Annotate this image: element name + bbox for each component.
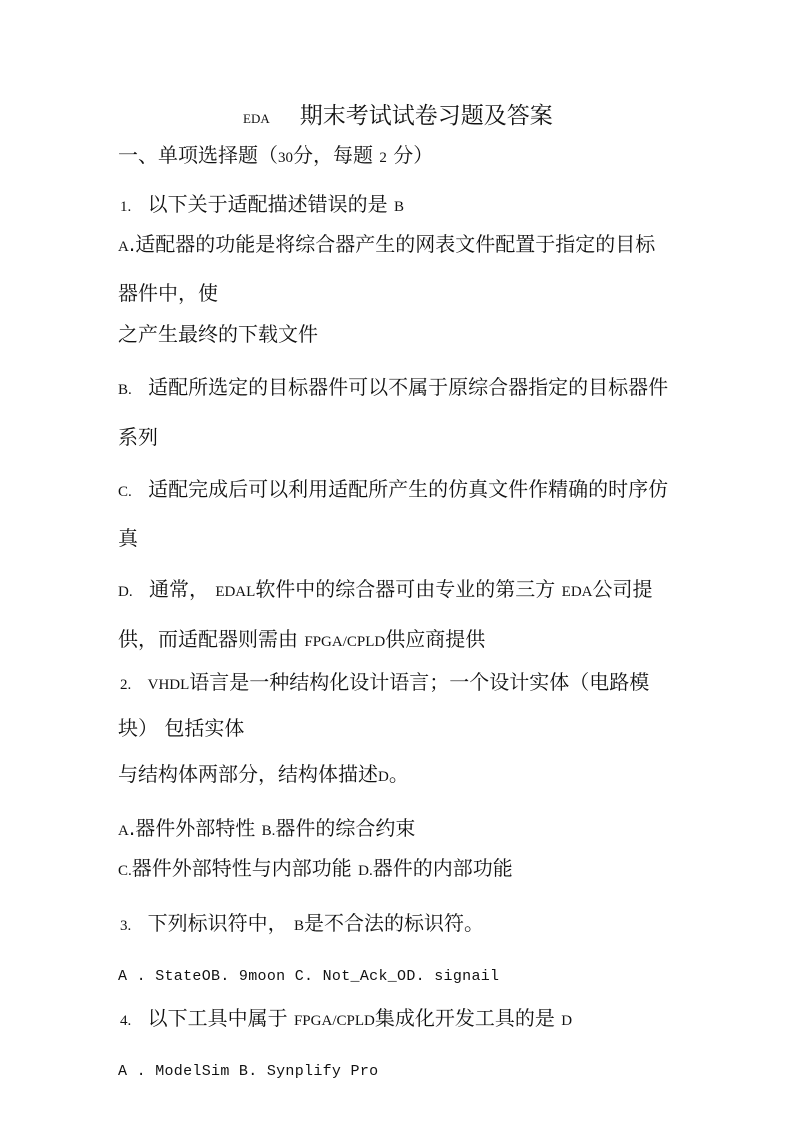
question-2-cont: 块） 包括实体: [118, 716, 245, 740]
question-4: 4. 以下工具中属于 FPGA/CPLD集成化开发工具的是 D: [120, 1006, 573, 1030]
document-title: EDA 期末考试试卷习题及答案: [243, 103, 553, 129]
q2-options-cd: C.器件外部特性与内部功能 D.器件的内部功能: [118, 856, 513, 880]
q1-option-a: A.适配器的功能是将综合器产生的网表文件配置于指定的目标: [118, 232, 656, 256]
question-2-cont2: 与结构体两部分，结构体描述D。: [118, 762, 409, 786]
q1-option-b: B. 适配所选定的目标器件可以不属于原综合器指定的目标器件: [118, 375, 669, 399]
q1-option-d-cont: 供，而适配器则需由 FPGA/CPLD供应商提供: [118, 627, 486, 651]
q3-options: A . StateOB. 9moon C. Not_Ack_OD. signail: [118, 968, 500, 985]
question-1: 1. 以下关于适配描述错误的是 B: [120, 192, 404, 216]
q4-options: A . ModelSim B. Synplify Pro: [118, 1063, 379, 1080]
question-3: 3. 下列标识符中， B是不合法的标识符。: [120, 911, 484, 935]
q1-option-c-cont: 真: [118, 526, 138, 550]
q2-options-ab: A.器件外部特性 B.器件的综合约束: [118, 816, 416, 840]
q1-option-a-cont: 器件中，使: [118, 281, 218, 305]
section-heading: 一、单项选择题（30分，每题 2 分）: [118, 143, 434, 167]
q1-option-c: C. 适配完成后可以利用适配所产生的仿真文件作精确的时序仿: [118, 477, 669, 501]
q1-option-a-cont2: 之产生最终的下载文件: [118, 322, 318, 346]
q1-option-d: D. 通常， EDAL软件中的综合器可由专业的第三方 EDA公司提: [118, 577, 653, 601]
question-2: 2. VHDL语言是一种结构化设计语言；一个设计实体（电路模: [120, 670, 650, 694]
q1-option-b-cont: 系列: [118, 425, 158, 449]
